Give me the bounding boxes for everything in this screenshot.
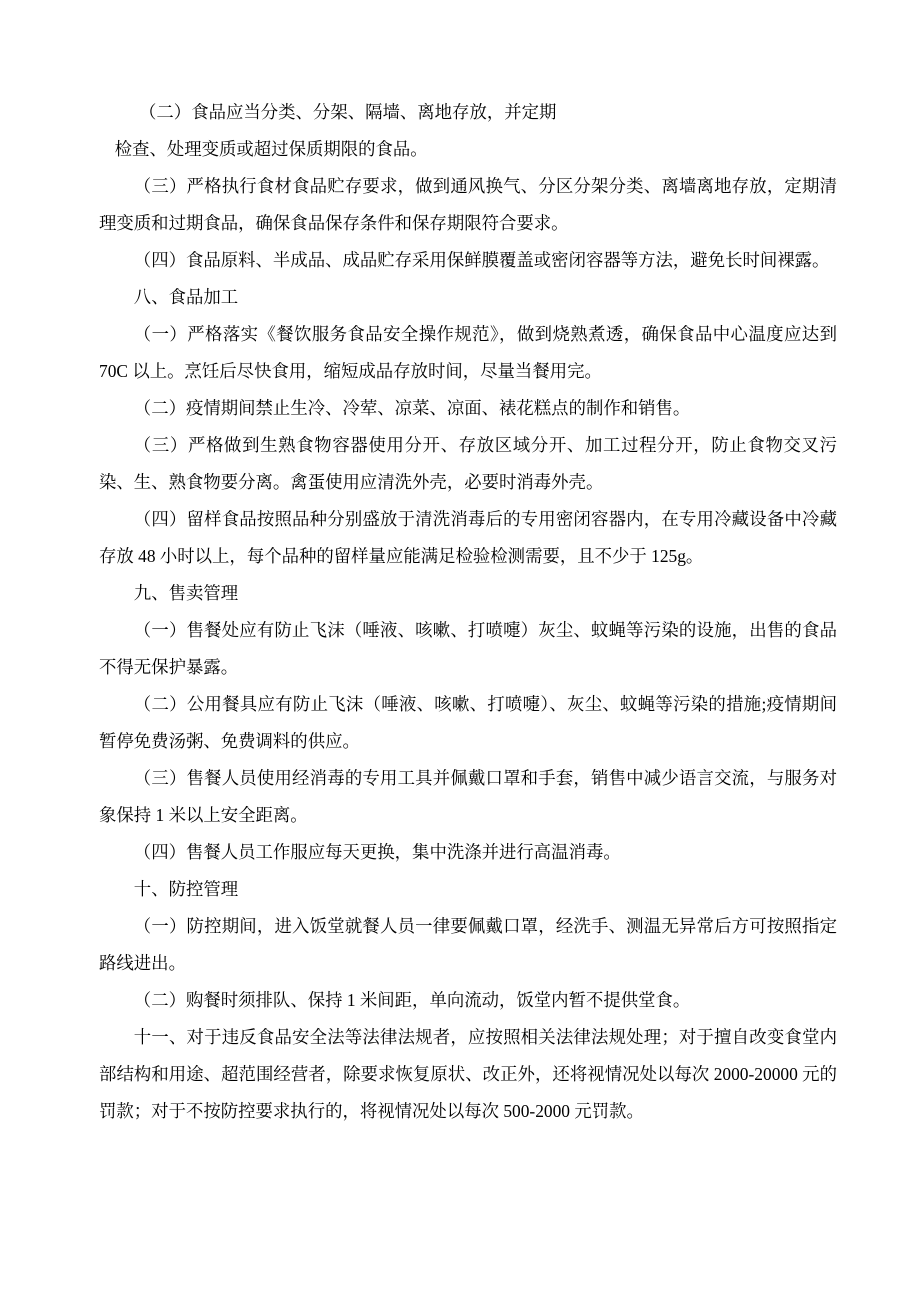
paragraph: （三）严格做到生熟食物容器使用分开、存放区域分开、加工过程分开，防止食物交叉污染、生、熟食物要分离。禽蛋使用应清洗外壳，必要时消毒外壳。 — [99, 435, 837, 492]
paragraph: （四）留样食品按照品种分别盛放于清洗消毒后的专用密闭容器内，在专用冷藏设备中冷藏存放 48 小时以上，每个品种的留样量应能满足检验检测需要，且不少于 125g。 — [99, 509, 837, 566]
paragraph: （四）售餐人员工作服应每天更换，集中洗涤并进行高温消毒。 — [133, 842, 621, 862]
paragraph: （二）疫情期间禁止生冷、冷荤、凉菜、凉面、裱花糕点的制作和销售。 — [133, 398, 691, 418]
paragraph: （三）售餐人员使用经消毒的专用工具并佩戴口罩和手套，销售中减少语言交流，与服务对象保持 1 米以上安全距离。 — [99, 768, 837, 825]
paragraph: （四）食品原料、半成品、成品贮存采用保鲜膜覆盖或密闭容器等方法，避免长时间裸露。 — [133, 250, 830, 270]
paragraph: （三）严格执行食材食品贮存要求，做到通风换气、分区分架分类、离墙离地存放，定期清理变质和过期食品，确保食品保存条件和保存期限符合要求。 — [99, 176, 837, 233]
paragraph: （一）防控期间，进入饭堂就餐人员一律要佩戴口罩，经洗手、测温无异常后方可按照指定路线进出。 — [99, 916, 837, 973]
document-content — [99, 94, 837, 1130]
section-heading: 八、食品加工 — [133, 287, 239, 307]
paragraph: （二）食品应当分类、分架、隔墙、离地存放，并定期 — [139, 102, 557, 122]
section-heading: 十、防控管理 — [133, 879, 239, 899]
paragraph: （一）售餐处应有防止飞沫（唾液、咳嗽、打喷嚏）灰尘、蚊蝇等污染的设施，出售的食品不得无保护暴露。 — [99, 620, 837, 677]
paragraph: （二）公用餐具应有防止飞沫（唾液、咳嗽、打喷嚏）、灰尘、蚊蝇等污染的措施;疫情期间暂停免费汤粥、免费调料的供应。 — [99, 694, 837, 751]
paragraph: （二）购餐时须排队、保持 1 米间距，单向流动，饭堂内暂不提供堂食。 — [133, 990, 691, 1010]
section-heading: 九、售卖管理 — [133, 583, 239, 603]
paragraph: 检查、处理变质或超过保质期限的食品。 — [114, 139, 428, 159]
paragraph: （一）严格落实《餐饮服务食品安全操作规范》，做到烧熟煮透，确保食品中心温度应达到 70C 以上。烹饪后尽快食用，缩短成品存放时间，尽量当餐用完。 — [99, 324, 837, 381]
paragraph: 十一、对于违反食品安全法等法律法规者，应按照相关法律法规处理；对于擅自改变食堂内部结构和用途、超范围经营者，除要求恢复原状、改正外，还将视情况处以每次 2000-20000 元的罚款；对于不按防控要求执行的，将视情况处以每次 500-2000 元罚款。 — [99, 1027, 837, 1121]
